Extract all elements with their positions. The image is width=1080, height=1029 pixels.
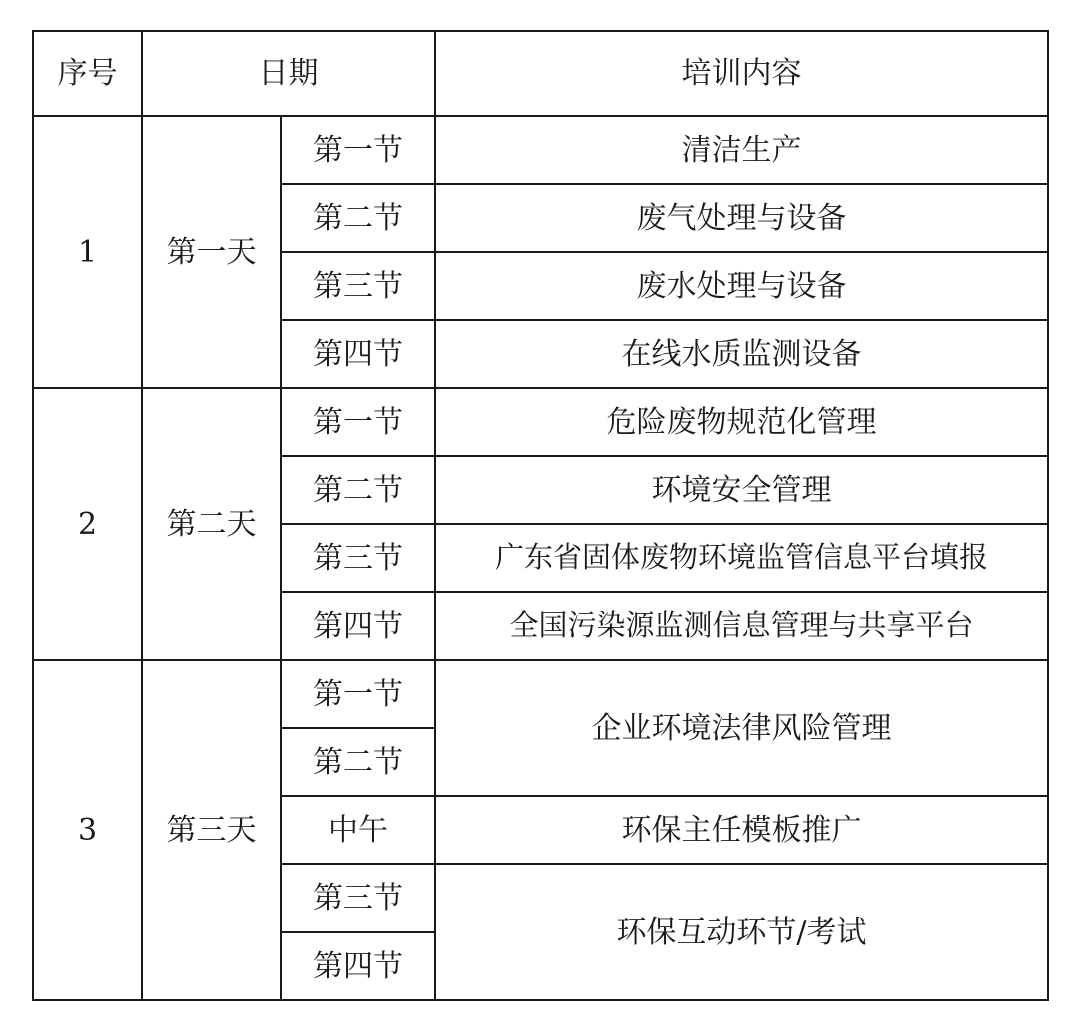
slot-cell: 第二节 — [281, 456, 435, 524]
seq-cell: 1 — [33, 116, 142, 388]
header-seq: 序号 — [33, 31, 142, 116]
training-schedule-table — [32, 30, 1049, 1001]
slot-cell: 第四节 — [281, 320, 435, 388]
content-cell: 环保互动环节/考试 — [435, 864, 1048, 1000]
content-cell: 危险废物规范化管理 — [435, 388, 1048, 456]
slot-cell: 第三节 — [281, 524, 435, 592]
slot-cell: 第三节 — [281, 864, 435, 932]
content-cell: 广东省固体废物环境监管信息平台填报 — [435, 524, 1048, 592]
content-cell: 在线水质监测设备 — [435, 320, 1048, 388]
slot-cell: 第二节 — [281, 184, 435, 252]
content-cell: 废气处理与设备 — [435, 184, 1048, 252]
slot-cell: 第四节 — [281, 932, 435, 1000]
table-row — [33, 660, 1048, 728]
header-date: 日期 — [142, 31, 435, 116]
table-row — [33, 388, 1048, 456]
day-cell: 第二天 — [142, 388, 281, 660]
slot-cell: 第一节 — [281, 116, 435, 184]
slot-cell: 第二节 — [281, 728, 435, 796]
content-cell: 全国污染源监测信息管理与共享平台 — [435, 592, 1048, 660]
content-cell: 废水处理与设备 — [435, 252, 1048, 320]
slot-cell: 第一节 — [281, 388, 435, 456]
slot-cell: 第一节 — [281, 660, 435, 728]
slot-cell: 第三节 — [281, 252, 435, 320]
table-header-row — [33, 31, 1048, 116]
seq-cell: 2 — [33, 388, 142, 660]
day-cell: 第一天 — [142, 116, 281, 388]
slot-cell: 第四节 — [281, 592, 435, 660]
content-cell: 环境安全管理 — [435, 456, 1048, 524]
seq-cell: 3 — [33, 660, 142, 1000]
content-cell: 环保主任模板推广 — [435, 796, 1048, 864]
content-cell: 清洁生产 — [435, 116, 1048, 184]
content-cell: 企业环境法律风险管理 — [435, 660, 1048, 796]
slot-cell: 中午 — [281, 796, 435, 864]
table-row — [33, 116, 1048, 184]
day-cell: 第三天 — [142, 660, 281, 1000]
header-content: 培训内容 — [435, 31, 1048, 116]
